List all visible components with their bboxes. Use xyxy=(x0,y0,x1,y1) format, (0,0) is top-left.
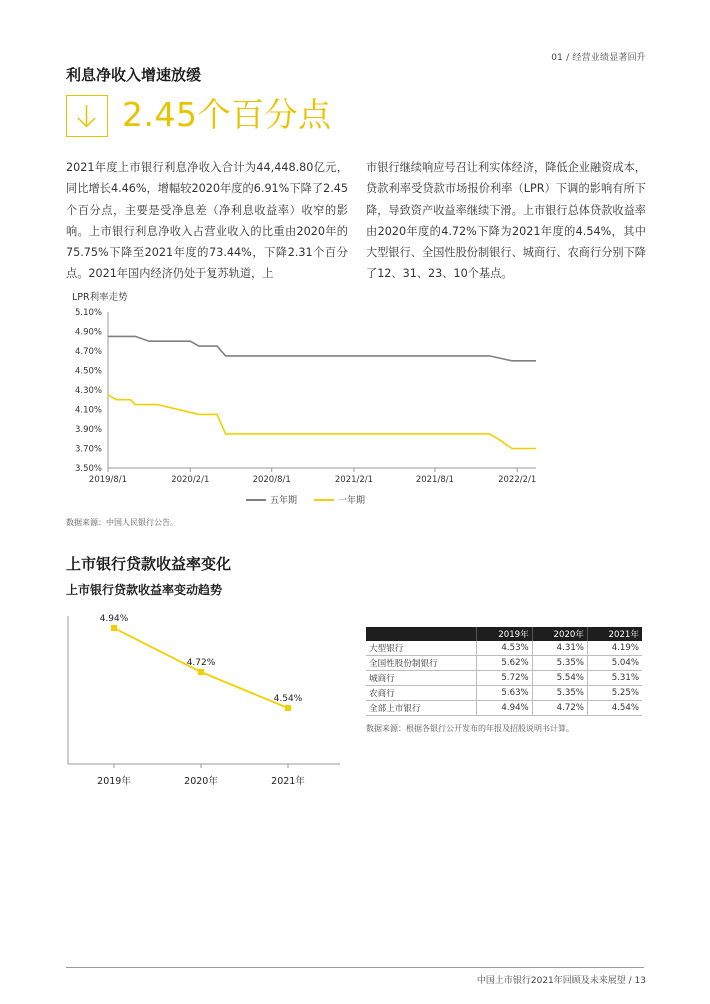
table-data-source: 数据来源：根据各银行公开发布的年报及招股说明书计算。 xyxy=(366,724,574,733)
body-paragraph-left: 2021年度上市银行利息净收入合计为44,448.80亿元，同比增长4.46%，增幅较2020年度的6.91%下降了2.45个百分点，主要是受净息差（净利息收益率）收窄的影响。上市银行利息净收入占营业收入的比重由2020年的75.75%下降至2021年度的73.44%，下降2.31个百分点。2021年国内经济仍处于复苏轨道，上 xyxy=(66,161,348,281)
lpr-rate-chart xyxy=(60,286,550,518)
data-point xyxy=(111,625,117,631)
chart-title: LPR利率走势 xyxy=(72,292,128,303)
body-paragraph-right: 市银行继续响应号召让利实体经济，降低企业融资成本，贷款利率受贷款市场报价利率（LPR）下调的影响有所下降，导致资产收益率继续下滑。上市银行总体贷款收益率由2020年度的4.72%下降为2021年度的4.54%，其中大型银行、全国性股份制银行、城商行、农商行分别下降了12、31、23、10个基点。 xyxy=(366,161,646,281)
y-tick-label: 4.30% xyxy=(74,386,102,396)
loan-yield-chart xyxy=(64,614,348,796)
table-cell: 4.53% xyxy=(477,641,532,656)
legend-label-one-year: 一年期 xyxy=(338,496,366,506)
legend-label-five-year: 五年期 xyxy=(270,496,298,506)
table-header-cell: 2019年 xyxy=(477,627,532,641)
table-header-cell xyxy=(366,627,477,641)
y-tick-label: 5.10% xyxy=(74,308,102,318)
y-tick-label: 3.50% xyxy=(74,464,102,474)
section-title-interest-income: 利息净收入增速放缓 xyxy=(66,66,202,84)
section-title-loan-yield: 上市银行贷款收益率变化 xyxy=(66,555,232,573)
x-tick-label: 2021年 xyxy=(271,776,305,787)
page-footer: 中国上市银行2021年回顾及未来展望 / 13 xyxy=(476,976,646,986)
table-row xyxy=(366,701,642,716)
data-label: 4.54% xyxy=(273,694,303,704)
table-cell: 5.35% xyxy=(532,686,587,701)
x-tick-label: 2019/8/1 xyxy=(88,475,128,485)
x-tick-label: 2021/8/1 xyxy=(415,475,455,485)
table-cell: 城商行 xyxy=(366,671,477,686)
x-tick-label: 2019年 xyxy=(97,776,131,787)
five-year-lpr-line xyxy=(108,336,536,360)
table-cell: 4.31% xyxy=(532,641,587,656)
x-tick-label: 2022/2/1 xyxy=(498,475,537,485)
data-point xyxy=(285,705,291,711)
table-cell: 5.54% xyxy=(532,671,587,686)
loan-yield-table xyxy=(366,627,642,716)
y-tick-label: 3.70% xyxy=(74,444,102,455)
x-tick-label: 2020/8/1 xyxy=(252,475,291,485)
table-cell: 5.35% xyxy=(532,656,587,671)
table-cell: 5.25% xyxy=(587,686,642,701)
table-cell: 5.72% xyxy=(477,671,532,686)
lpr-data-source: 数据来源：中国人民银行公告。 xyxy=(66,518,178,527)
x-tick-label: 2021/2/1 xyxy=(334,475,374,485)
highlight-figure: 2.45个百分点 xyxy=(122,95,332,134)
table-header-cell: 2020年 xyxy=(532,627,587,641)
table-row xyxy=(366,671,642,686)
chart-title-loan-yield: 上市银行贷款收益率变动趋势 xyxy=(66,583,223,597)
highlight-box xyxy=(66,95,108,137)
table-cell: 大型银行 xyxy=(366,641,477,656)
data-point xyxy=(198,669,204,675)
x-tick-label: 2020/2/1 xyxy=(171,475,210,485)
y-tick-label: 4.70% xyxy=(74,347,102,357)
table-row xyxy=(366,686,642,701)
table-cell: 全部上市银行 xyxy=(366,701,477,716)
table-cell: 农商行 xyxy=(366,686,477,701)
table-row xyxy=(366,656,642,671)
y-tick-label: 3.90% xyxy=(74,425,102,435)
table-cell: 全国性股份制银行 xyxy=(366,656,477,671)
table-cell: 4.94% xyxy=(477,701,532,716)
arrow-down-icon xyxy=(67,96,106,135)
x-tick-label: 2020年 xyxy=(184,776,218,787)
table-header-cell: 2021年 xyxy=(587,627,642,641)
table-cell: 4.54% xyxy=(587,701,642,716)
table-cell: 5.04% xyxy=(587,656,642,671)
table-cell: 4.19% xyxy=(587,641,642,656)
table-cell: 5.31% xyxy=(587,671,642,686)
page-section-header: 01 / 经营业绩显著回升 xyxy=(551,53,646,63)
loan-yield-line xyxy=(114,628,288,708)
footer-divider xyxy=(66,967,644,968)
data-label: 4.94% xyxy=(99,614,129,624)
table-cell: 4.72% xyxy=(532,701,587,716)
data-label: 4.72% xyxy=(186,658,216,668)
y-tick-label: 4.90% xyxy=(74,327,102,338)
table-cell: 5.63% xyxy=(477,686,532,701)
table-header-row xyxy=(366,627,642,641)
one-year-lpr-line xyxy=(108,395,536,449)
table-cell: 5.62% xyxy=(477,656,532,671)
table-row xyxy=(366,641,642,656)
y-tick-label: 4.50% xyxy=(74,366,102,377)
y-tick-label: 4.10% xyxy=(74,405,102,416)
